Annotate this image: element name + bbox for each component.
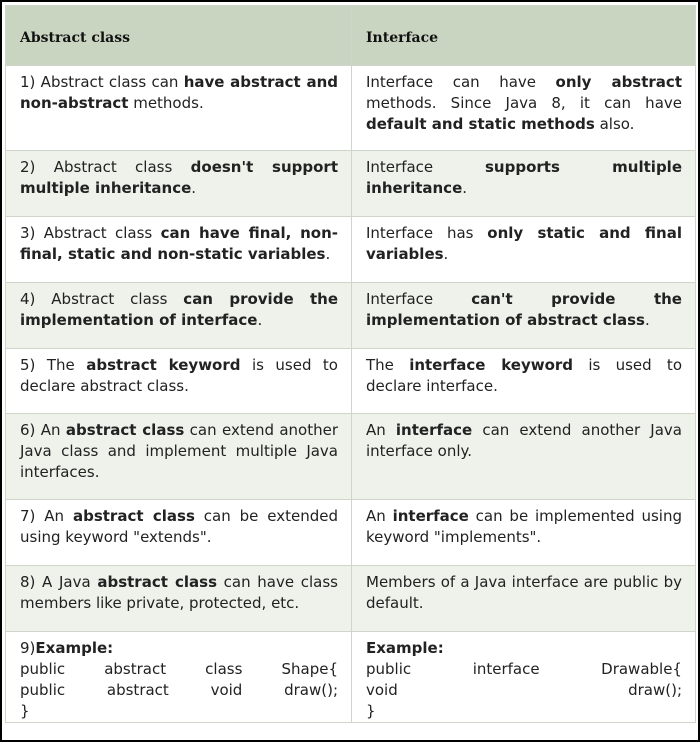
cell-text: 7) An: [20, 507, 73, 525]
bold-text: have abstract and non-abstract: [20, 73, 338, 112]
cell-text: .: [462, 179, 468, 197]
code-line: [20, 659, 338, 680]
cell-text: Members of a Java interface are public by default.: [366, 573, 682, 612]
cell-text: also.: [594, 115, 635, 133]
code-token: public: [20, 681, 66, 699]
abstract-class-cell: [6, 500, 352, 566]
cell-text: can extend another Java class and implement multiple Java interfaces.: [20, 421, 339, 481]
cell-text: can be extended using keyword "extends".: [20, 507, 338, 546]
bold-text: abstract class: [72, 507, 195, 525]
bold-text: supports multiple inheritance: [366, 158, 682, 197]
interface-cell: [352, 566, 696, 632]
abstract-class-cell: [6, 283, 352, 349]
cell-text: The: [366, 356, 410, 374]
example-label: [366, 638, 682, 659]
code-token: }: [20, 702, 30, 720]
header-interface: Interface: [352, 6, 696, 66]
abstract-class-example-cell: [6, 632, 352, 723]
table-row: [6, 500, 696, 566]
comparison-table: [5, 5, 696, 723]
example-heading: Example:: [366, 639, 444, 657]
cell-text: is used to declare interface.: [366, 356, 682, 395]
cell-text: methods.: [128, 94, 204, 112]
code-line: [20, 701, 338, 722]
interface-cell: [352, 66, 696, 151]
bold-text: abstract keyword: [86, 356, 241, 374]
abstract-class-cell: [6, 151, 352, 217]
code-token: Drawable{: [601, 660, 682, 678]
code-token: void: [366, 681, 398, 699]
bold-text: only abstract: [555, 73, 682, 91]
cell-text: methods. Since Java 8, it can have: [366, 94, 682, 112]
table-body: [6, 66, 696, 723]
interface-cell: [352, 500, 696, 566]
cell-text: .: [257, 311, 263, 329]
code-token: class: [205, 660, 243, 678]
header-abstract-class: Abstract class: [6, 6, 352, 66]
example-number: 9): [20, 639, 36, 657]
cell-text: can be implemented using keyword "implements".: [366, 507, 682, 546]
table-row: [6, 349, 696, 414]
code-line: [366, 701, 682, 722]
bold-text: can provide the implementation of interface: [20, 290, 338, 329]
code-token: draw();: [284, 681, 338, 699]
code-line: [20, 680, 338, 701]
interface-cell: [352, 283, 696, 349]
example-label: [20, 638, 338, 659]
cell-text: can have class members like private, protected, etc.: [20, 573, 338, 612]
bold-text: abstract class: [65, 421, 185, 439]
cell-text: Interface can have: [366, 73, 556, 91]
cell-text: is used to declare abstract class.: [20, 356, 338, 395]
table-row: [6, 283, 696, 349]
code-token: abstract: [106, 681, 169, 699]
table-row: [6, 66, 696, 151]
abstract-class-cell: [6, 349, 352, 414]
cell-text: Interface: [366, 158, 485, 176]
cell-text: .: [443, 245, 449, 263]
bold-text: abstract class: [97, 573, 218, 591]
bold-text: only static and final variables: [366, 224, 682, 263]
abstract-class-cell: [6, 566, 352, 632]
table-row: [6, 566, 696, 632]
cell-text: can extend another Java interface only.: [366, 421, 682, 460]
cell-text: 1) Abstract class can: [20, 73, 184, 91]
bold-text: interface: [392, 507, 469, 525]
bold-text: can have final, non-final, static and non-static variables: [20, 224, 338, 263]
code-line: [366, 659, 682, 680]
table-row: [6, 414, 696, 500]
code-token: draw();: [628, 681, 682, 699]
cell-text: 5) The: [20, 356, 87, 374]
bold-text: doesn't support multiple inheritance: [20, 158, 339, 197]
code-token: interface: [472, 660, 540, 678]
abstract-class-cell: [6, 66, 352, 151]
cell-text: 8) A Java: [20, 573, 98, 591]
header-row: [6, 6, 696, 66]
code-token: public: [366, 660, 412, 678]
cell-text: An: [366, 421, 396, 439]
cell-text: 2) Abstract class: [20, 158, 191, 176]
code-token: }: [366, 702, 376, 720]
bold-text: interface keyword: [409, 356, 574, 374]
cell-text: 6) An: [20, 421, 66, 439]
bold-text: default and static methods: [366, 115, 595, 133]
interface-cell: [352, 414, 696, 500]
cell-text: .: [325, 245, 331, 263]
abstract-class-cell: [6, 414, 352, 500]
cell-text: 3) Abstract class: [20, 224, 161, 242]
interface-cell: [352, 151, 696, 217]
bold-text: interface: [395, 421, 473, 439]
abstract-class-cell: [6, 217, 352, 283]
example-row: [6, 632, 696, 723]
bold-text: can't provide the implementation of abstract class: [366, 290, 682, 329]
cell-text: An: [366, 507, 393, 525]
example-heading: Example:: [35, 639, 114, 657]
interface-cell: [352, 349, 696, 414]
cell-text: .: [191, 179, 197, 197]
interface-example-cell: [352, 632, 696, 723]
cell-text: .: [644, 311, 650, 329]
cell-text: Interface has: [366, 224, 488, 242]
code-token: Shape{: [281, 660, 338, 678]
table-row: [6, 217, 696, 283]
code-token: void: [210, 681, 243, 699]
code-line: [366, 680, 682, 701]
code-token: public: [20, 660, 66, 678]
cell-text: Interface: [366, 290, 472, 308]
interface-cell: [352, 217, 696, 283]
table-row: [6, 151, 696, 217]
code-token: abstract: [104, 660, 167, 678]
cell-text: 4) Abstract class: [20, 290, 184, 308]
comparison-frame: [2, 2, 698, 740]
